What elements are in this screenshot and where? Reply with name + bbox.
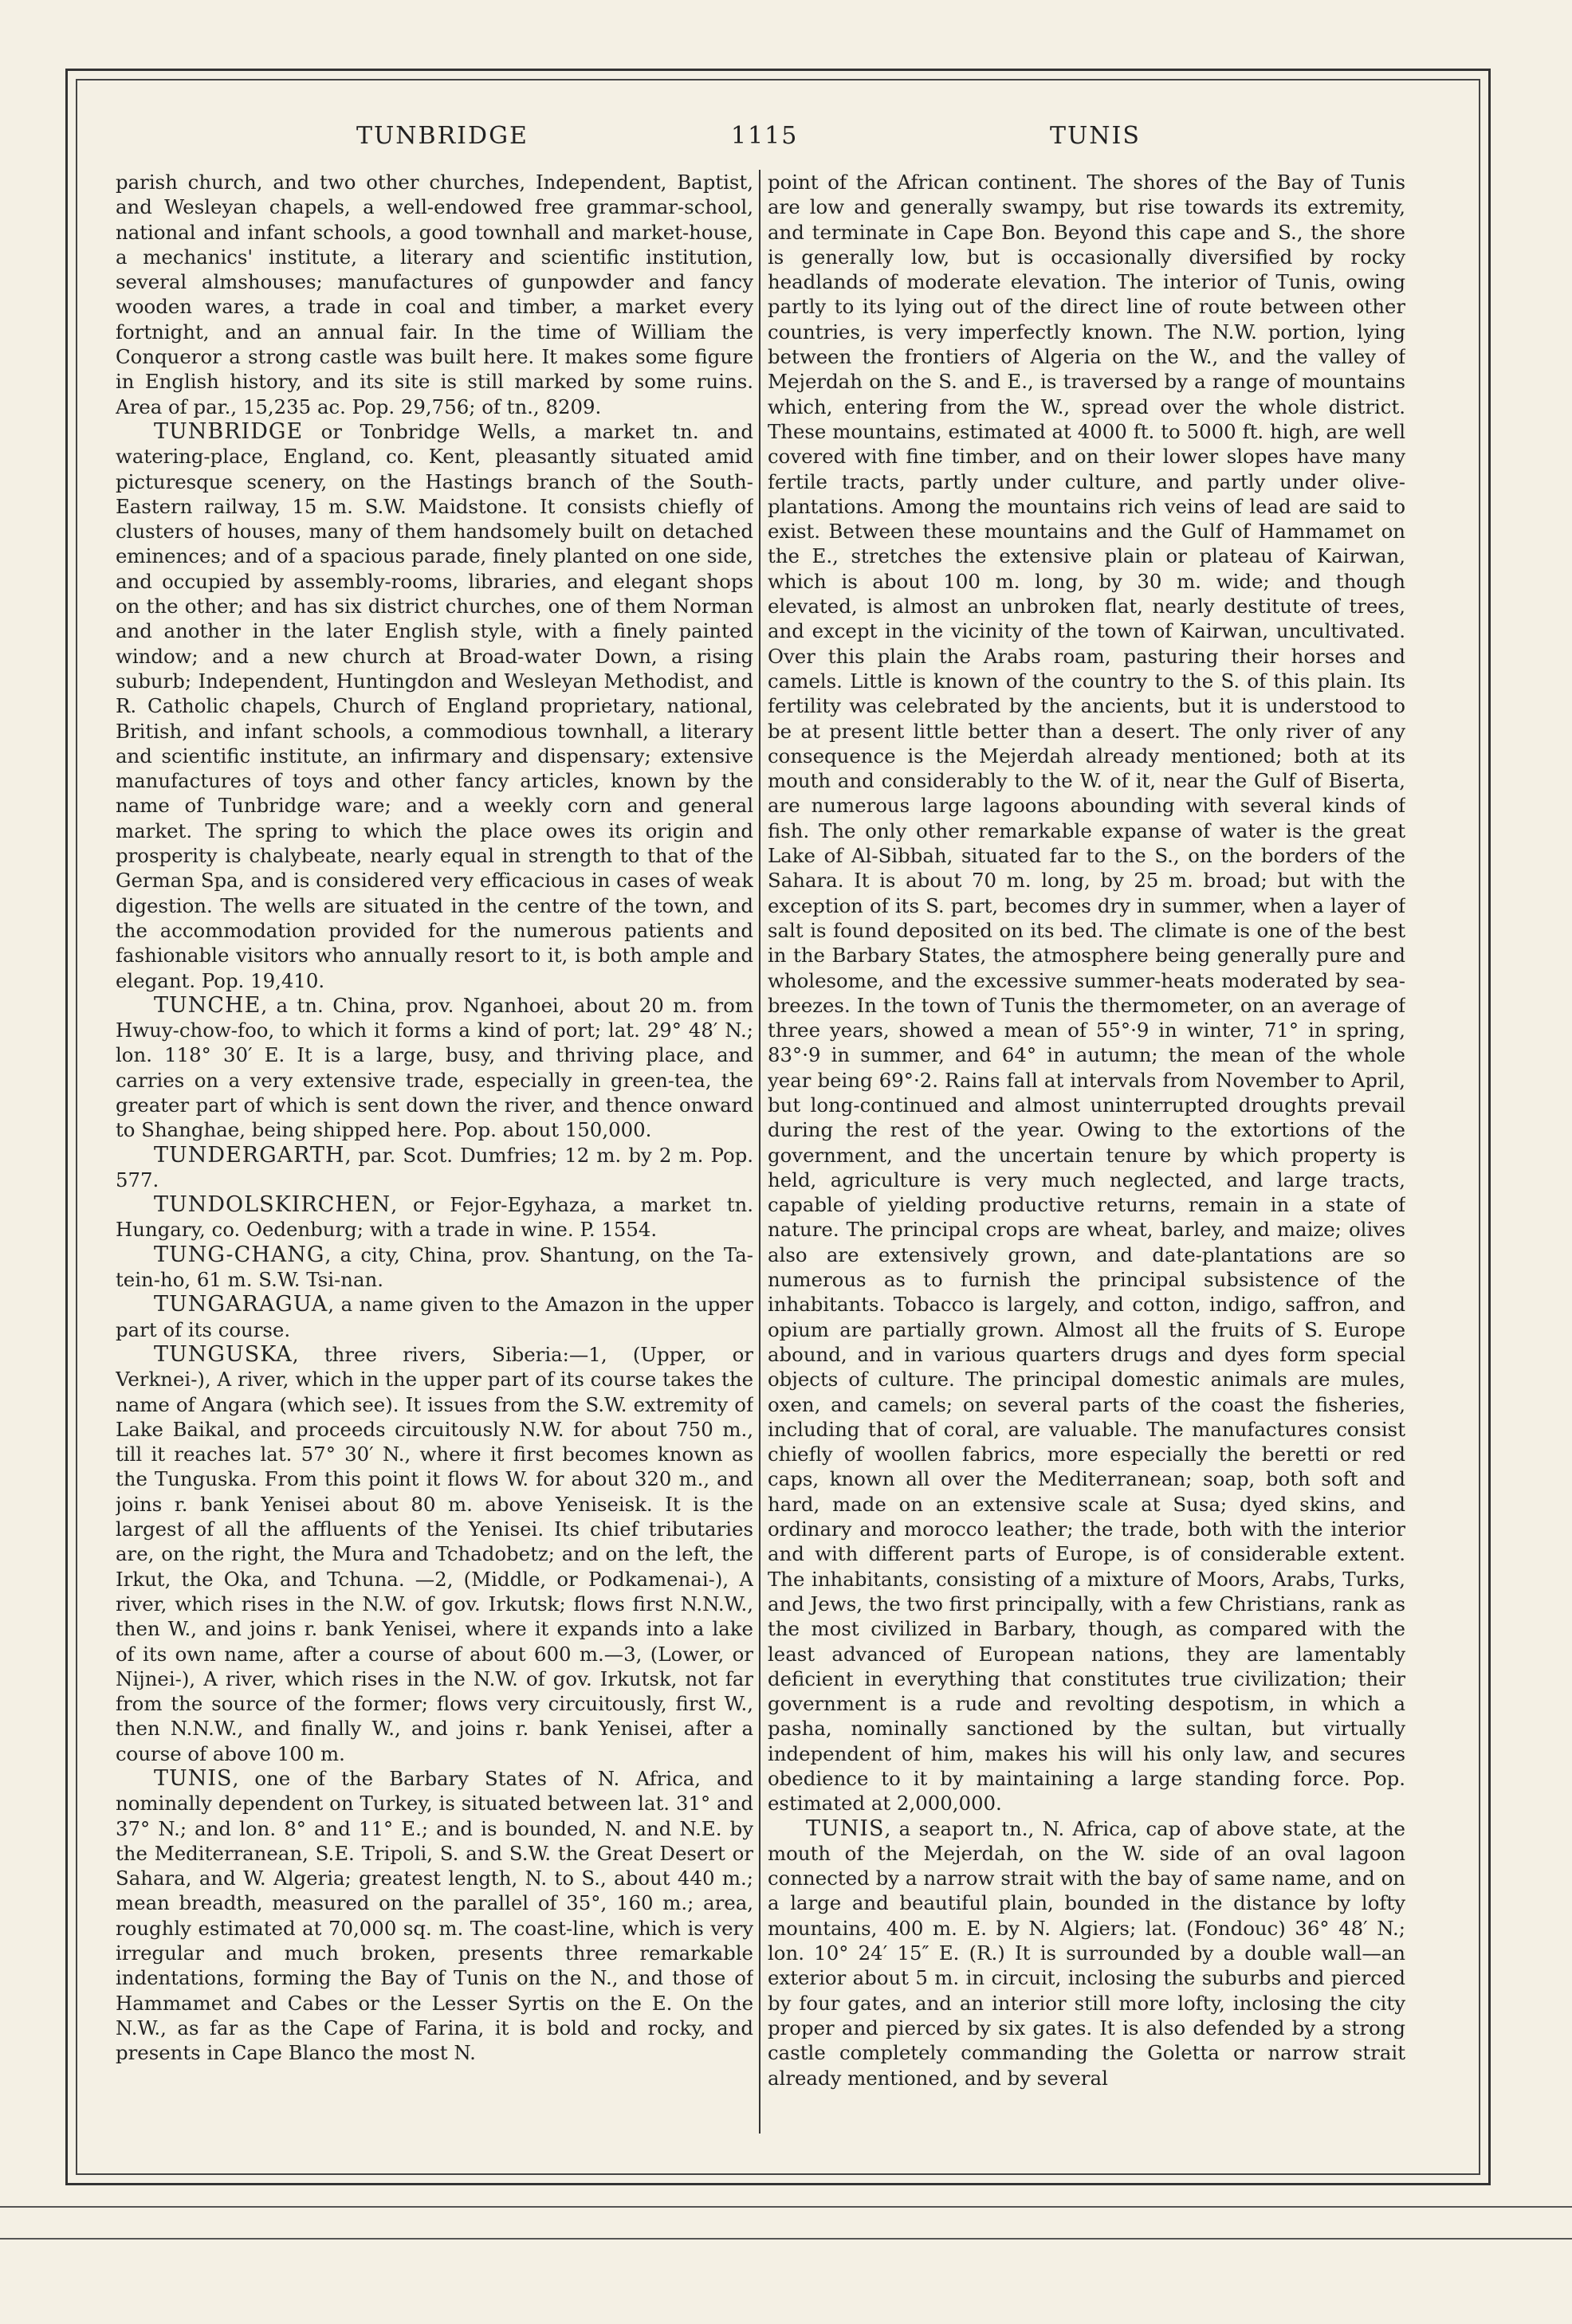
right-column [768, 170, 1405, 2134]
gazetteer-entry [116, 993, 753, 1143]
gazetteer-entry [116, 1766, 753, 2066]
gazetteer-entry [116, 1242, 753, 1293]
entry-text: , three rivers, Siberia:—1, (Upper, or Verknei-), A river, which in the upper part of its course takes the name of Angara (which see). It issues from the S.W. extremity of Lake Baikal, and proceeds circuitously N.W. for about 750 m., till it reaches lat. 57° 30′ N., where it first becomes known as the Tunguska. From this point it flows W. for about 320 m., and joins r. bank Yenisei about 80 m. above Yeniseisk. It is the largest of all the affluents of the Yenisei. Its chief tributaries are, on the right, the Mura and Tchadobetz; and on the left, the Irkut, the Oka, and Tchuna. —2, (Middle, or Podkamenai-), A river, which rises in the N.W. of gov. Irkutsk; flows first N.N.W., then W., and joins r. bank Yenisei, where it expands into a lake of its own name, after a course of about 600 m.—3, (Lower, or Nijnei-), A river, which rises in the N.W. of gov. Irkutsk, not far from the source of the former; flows very circuitously, first W., then N.N.W., and finally W., and joins r. bank Yenisei, after a course of above 100 m. [116, 1342, 753, 1765]
entry-headword: TUNGUSKA [154, 1341, 293, 1367]
bottom-rule-1 [0, 2206, 1572, 2208]
entry-headword: TUNDOLSKIRCHEN [154, 1192, 391, 1218]
header-right-word: TUNIS [1050, 122, 1141, 150]
left-column [116, 170, 753, 2134]
page-inner-frame [76, 79, 1480, 2175]
entry-text: , par. Scot. Dumfries; 12 m. by 2 m. Pop. 577. [116, 1143, 753, 1191]
entry-text: parish church, and two other churches, Independent, Baptist, and Wesleyan chapels, a well-endowed free grammar-school, national and infant schools, a good townhall and market-house, a mechanics' institute, a literary and scientific institution, several almshouses; manufactures of gunpowder and fancy wooden wares, a trade in coal and timber, a market every fortnight, and an annual fair. In the time of William the Conqueror a strong castle was built here. It makes some figure in English history, and its site is still marked by some ruins. Area of par., 15,235 ac. Pop. 29,756; of tn., 8209. [116, 171, 753, 418]
page-number: 1115 [731, 122, 799, 150]
gazetteer-entry [116, 1143, 753, 1193]
entry-text: , or Fejor-Egyhaza, a market tn. Hungary, co. Oedenburg; with a trade in wine. P. 1554. [116, 1193, 753, 1242]
gazetteer-entry [116, 419, 753, 993]
entry-headword: TUNIS [154, 1766, 233, 1791]
column-divider [759, 170, 760, 2134]
gazetteer-entry [116, 1342, 753, 1766]
entry-headword: TUNCHE [154, 992, 261, 1018]
entry-headword: TUNBRIDGE [154, 418, 304, 444]
bottom-rule-2 [0, 2238, 1572, 2240]
entry-text: or Tonbridge Wells, a market tn. and watering-place, England, co. Kent, pleasantly situated amid picturesque scenery, on the Hastings branch of the South-Eastern railway, 15 m. S.W. Maidstone. It consists chiefly of clusters of houses, many of them handsomely built on detached eminences; and of a spacious parade, finely planted on one side, and occupied by assembly-rooms, libraries, and elegant shops on the other; and has six district churches, one of them Norman and another in the later English style, with a finely painted window; and a new church at Broad-water Down, a rising suburb; Independent, Huntingdon and Wesleyan Methodist, and R. Catholic chapels, Church of England proprietary, national, British, and infant schools, a commodious townhall, a literary and scientific institute, an infirmary and dispensary; extensive manufactures of toys and other fancy articles, known by the name of Tunbridge ware; and a weekly corn and general market. The spring to which the place owes its origin and prosperity is chalybeate, nearly equal in strength to that of the German Spa, and is considered very efficacious in cases of weak digestion. The wells are situated in the centre of the town, and the accommodation provided for the numerous patients and fashionable visitors who annually resort to it, is both ample and elegant. Pop. 19,410. [116, 419, 753, 992]
continued-paragraph [116, 170, 753, 419]
entry-text: point of the African continent. The shores of the Bay of Tunis are low and generally swampy, but rise towards its extremity, and terminate in Cape Bon. Beyond this cape and S., the shore is generally low, but is occasionally diversified by rocky headlands of moderate elevation. The interior of Tunis, owing partly to its lying out of the direct line of route between other countries, is very imperfectly known. The N.W. portion, lying between the frontiers of Algeria on the W., and the valley of Mejerdah on the S. and E., is traversed by a range of mountains which, entering from the W., spread over the whole district. These mountains, estimated at 4000 ft. to 5000 ft. high, are well covered with fine timber, and on their lower slopes have many fertile tracts, partly under culture, and partly under olive-plantations. Among the mountains rich veins of lead are said to exist. Between these mountains and the Gulf of Hammamet on the E., stretches the extensive plain or plateau of Kairwan, which is about 100 m. long, by 30 m. wide; and though elevated, is almost an unbroken flat, nearly destitute of trees, and except in the vicinity of the town of Kairwan, uncultivated. Over this plain the Arabs roam, pasturing their horses and camels. Little is known of the country to the S. of this plain. Its fertility was celebrated by the ancients, but it is understood to be at present little better than a desert. The only river of any consequence is the Mejerdah already mentioned; both at its mouth and considerably to the W. of it, near the Gulf of Biserta, are numerous large lagoons abounding with several kinds of fish. The only other remarkable expanse of water is the great Lake of Al-Sibbah, situated far to the S., on the borders of the Sahara. It is about 70 m. long, by 25 m. broad; but with the exception of its S. part, becomes dry in summer, when a layer of salt is found deposited on its bed. The climate is one of the best in the Barbary States, the atmosphere being generally pure and wholesome, and the excessive summer-heats moderated by sea-breezes. In the town of Tunis the thermometer, on an average of three years, showed a mean of 55°·9 in winter, 71° in spring, 83°·9 in summer, and 64° in autumn; the mean of the whole year being 69°·2. Rains fall at intervals from November to April, but long-continued and almost uninterrupted droughts prevail during the rest of the year. Owing to the extortions of the government, and the uncertain tenure by which property is held, agriculture is very much neglected, and large tracts, capable of yielding productive returns, remain in a state of nature. The principal crops are wheat, barley, and maize; olives also are extensively grown, and date-plantations are so numerous as to furnish the principal subsistence of the inhabitants. Tobacco is largely, and cotton, indigo, saffron, and opium are partially grown. Almost all the fruits of S. Europe abound, and in various quarters drugs and dyes form special objects of culture. The principal domestic animals are mules, oxen, and camels; on several parts of the coast the fisheries, including that of coral, are valuable. The manufactures consist chiefly of woollen fabrics, more especially the beretti or red caps, known all over the Mediterranean; soap, both soft and hard, made on an extensive scale at Susa; dyed skins, and ordinary and morocco leather; the trade, both with the interior and with different parts of Europe, is of considerable extent. The inhabitants, consisting of a mixture of Moors, Arabs, Turks, and Jews, the two first principally, with a few Christians, rank as the most civilized in Barbary, though, as compared with the least advanced of European nations, they are lamentably deficient in everything that constitutes true civilization; their government is a rude and revolting despotism, in which a pasha, nominally sanctioned by the sultan, but virtually independent of him, makes his will his only law, and secures obedience to it by maintaining a large standing force. Pop. estimated at 2,000,000. [768, 171, 1405, 1816]
entry-headword: TUNGARAGUA [154, 1292, 328, 1317]
gazetteer-entry [116, 1192, 753, 1242]
gazetteer-entry [768, 1816, 1405, 2090]
entry-headword: TUNG-CHANG [154, 1242, 325, 1267]
entry-text: , a seaport tn., N. Africa, cap of above state, at the mouth of the Mejerdah, on the W. side of an oval lagoon connected by a narrow strait with the bay of same name, and on a large and beautiful plain, bounded in the distance by lofty mountains, 400 m. E. by N. Algiers; lat. (Fondouc) 36° 48′ N.; lon. 10° 24′ 15″ E. (R.) It is surrounded by a double wall—an exterior about 5 m. in circuit, inclosing the suburbs and pierced by four gates, and an interior still more lofty, inclosing the city proper and pierced by six gates. It is also defended by a strong castle completely commanding the Goletta or narrow strait already mentioned, and by several [768, 1816, 1405, 2090]
page-frame [65, 69, 1491, 2185]
entry-text: , a city, China, prov. Shantung, on the Ta-tein-ho, 61 m. S.W. Tsi-nan. [116, 1242, 753, 1292]
running-header [77, 122, 1479, 157]
continued-paragraph [768, 170, 1405, 1816]
gazetteer-entry [116, 1292, 753, 1342]
entry-text: , a name given to the Amazon in the upper part of its course. [116, 1293, 753, 1341]
entry-text: , a tn. China, prov. Nganhoei, about 20 m. from Hwuy-chow-foo, to which it forms a kind of port; lat. 29° 48′ N.; lon. 118° 30′ E. It is a large, busy, and thriving place, and carries on a very extensive trade, especially in green-tea, the greater part of which is sent down the river, and thence onward to Shanghae, being shipped here. Pop. about 150,000. [116, 993, 753, 1142]
entry-headword: TUNIS [806, 1816, 885, 1841]
entry-text: , one of the Barbary States of N. Africa, and nominally dependent on Turkey, is situated between lat. 31° and 37° N.; and lon. 8° and 11° E.; and is bounded, N. and N.E. by the Mediterranean, S.E. Tripoli, S. and S.W. the Great Desert or Sahara, and W. Algeria; greatest length, N. to S., about 440 m.; mean breadth, measured on the parallel of 35°, 160 m.; area, roughly estimated at 70,000 sq. m. The coast-line, which is very irregular and much broken, presents three remarkable indentations, forming the Bay of Tunis on the N., and those of Hammamet and Cabes or the Lesser Syrtis on the E. On the N.W., as far as the Cape of Farina, it is bold and rocky, and presents in Cape Blanco the most N. [116, 1767, 753, 2065]
header-left-word: TUNBRIDGE [356, 122, 529, 150]
entry-headword: TUNDERGARTH [154, 1142, 345, 1168]
